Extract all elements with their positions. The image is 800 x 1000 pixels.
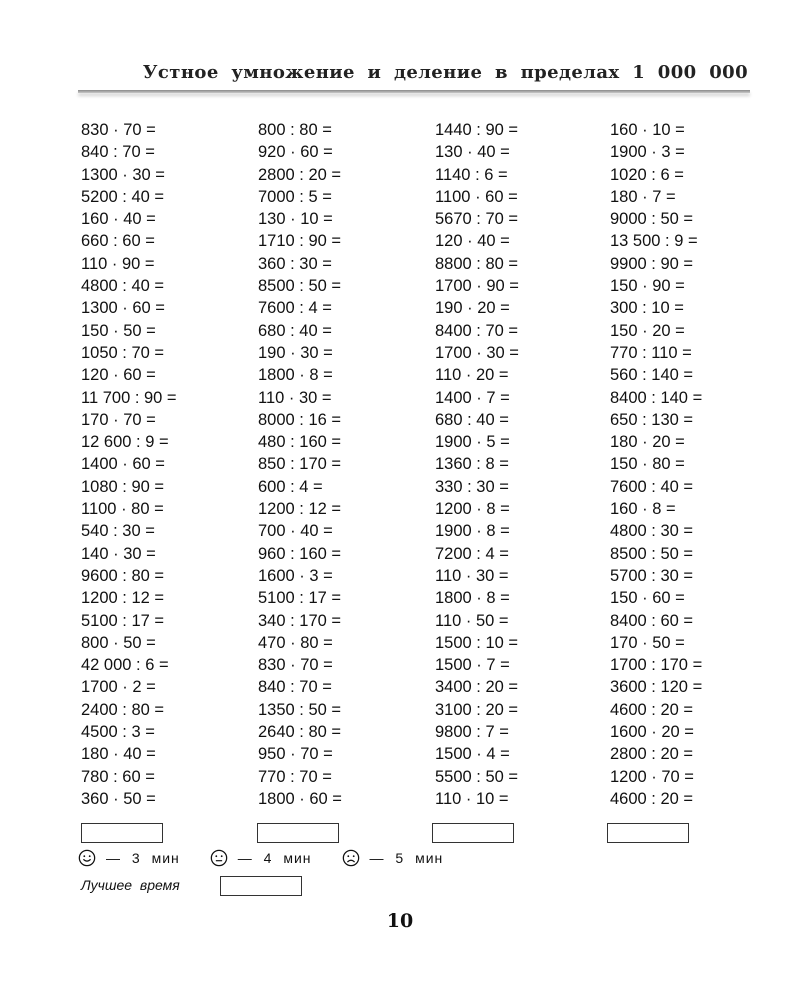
exercise-item: 13 500 : 9 =: [610, 232, 698, 251]
exercise-item: 1700 · 30 =: [435, 343, 519, 362]
exercise-item: 1140 : 6 =: [435, 165, 508, 184]
exercise-item: 1700 : 170 =: [610, 656, 703, 675]
exercise-item: 470 · 80 =: [258, 633, 333, 652]
exercise-item: 7600 : 4 =: [258, 299, 332, 318]
exercise-item: 180 · 7 =: [610, 187, 676, 206]
exercise-item: 300 : 10 =: [610, 299, 684, 318]
exercise-item: 7600 : 40 =: [610, 477, 694, 496]
exercise-item: 1200 : 12 =: [81, 589, 165, 608]
exercise-item: 840 : 70 =: [258, 678, 332, 697]
exercise-item: 850 : 170 =: [258, 455, 342, 474]
exercise-item: 360 · 50 =: [81, 789, 156, 808]
exercise-item: 650 : 130 =: [610, 410, 694, 429]
legend-text: — 4 мин: [237, 850, 312, 866]
exercise-item: 1500 · 4 =: [435, 745, 510, 764]
exercise-item: 1600 · 3 =: [258, 566, 333, 585]
exercise-item: 1700 · 90 =: [435, 277, 519, 296]
exercise-item: 4600 : 20 =: [610, 789, 694, 808]
exercise-item: 110 · 20 =: [435, 366, 509, 385]
exercise-columns: [0, 119, 800, 819]
exercise-item: 920 · 60 =: [258, 143, 333, 162]
exercise-item: 770 : 70 =: [258, 767, 332, 786]
header: [78, 62, 750, 83]
exercise-item: 1800 · 60 =: [258, 789, 342, 808]
exercise-item: 160 · 10 =: [610, 121, 685, 139]
exercise-item: 1300 · 60 =: [81, 299, 165, 318]
exercise-item: 680 : 40 =: [258, 321, 332, 340]
exercise-item: 130 · 10 =: [258, 210, 333, 229]
exercise-item: 190 · 30 =: [258, 343, 333, 362]
page-title: Устное умножение и деление в пределах 1 000 000: [142, 62, 748, 83]
legend-item-5-min: [342, 849, 444, 867]
exercise-item: 8000 : 16 =: [258, 410, 342, 429]
exercise-item: 110 · 50 =: [435, 611, 509, 630]
header-rule: [78, 90, 750, 93]
legend-text: — 3 мин: [106, 850, 180, 866]
exercise-item: 960 : 160 =: [258, 544, 342, 563]
exercise-item: 2800 : 20 =: [610, 745, 694, 764]
exercise-item: 1440 : 90 =: [435, 121, 519, 139]
exercise-column-3: [435, 119, 519, 810]
exercise-item: 150 · 60 =: [610, 589, 685, 608]
exercise-item: 1400 · 60 =: [81, 455, 165, 474]
exercise-column-1: [81, 119, 177, 810]
exercise-item: 7200 : 4 =: [435, 544, 509, 563]
exercise-item: 4500 : 3 =: [81, 723, 155, 742]
exercise-item: 180 · 20 =: [610, 433, 685, 452]
exercise-item: 1050 : 70 =: [81, 343, 165, 362]
exercise-item: 1300 · 30 =: [81, 165, 165, 184]
exercise-item: 11 700 : 90 =: [81, 388, 177, 407]
exercise-item: 5100 : 17 =: [81, 611, 165, 630]
exercise-item: 540 : 30 =: [81, 522, 155, 541]
exercise-column-4: [610, 119, 702, 810]
exercise-item: 130 · 40 =: [435, 143, 510, 162]
time-box-column-3[interactable]: [432, 823, 514, 843]
exercise-item: 680 : 40 =: [435, 410, 509, 429]
exercise-item: 3100 : 20 =: [435, 700, 519, 719]
exercise-item: 4800 : 30 =: [610, 522, 694, 541]
exercise-item: 1710 : 90 =: [258, 232, 342, 251]
exercise-item: 1900 · 3 =: [610, 143, 685, 162]
exercise-item: 8500 : 50 =: [258, 277, 342, 296]
exercise-item: 120 · 60 =: [81, 366, 156, 385]
exercise-item: 7000 : 5 =: [258, 187, 332, 206]
exercise-item: 9600 : 80 =: [81, 566, 165, 585]
exercise-item: 1900 · 8 =: [435, 522, 510, 541]
exercise-item: 110 · 10 =: [435, 789, 509, 808]
exercise-item: 120 · 40 =: [435, 232, 510, 251]
exercise-item: 1800 · 8 =: [435, 589, 510, 608]
exercise-item: 950 · 70 =: [258, 745, 333, 764]
legend-item-3-min: [78, 849, 180, 867]
exercise-item: 110 · 90 =: [81, 254, 155, 273]
exercise-item: 780 : 60 =: [81, 767, 155, 786]
exercise-item: 1020 : 6 =: [610, 165, 684, 184]
exercise-item: 360 : 30 =: [258, 254, 332, 273]
exercise-item: 840 : 70 =: [81, 143, 155, 162]
time-box-column-2[interactable]: [257, 823, 339, 843]
exercise-item: 9000 : 50 =: [610, 210, 694, 229]
time-legend: [78, 848, 473, 868]
exercise-item: 1100 · 80 =: [81, 500, 164, 519]
exercise-item: 830 · 70 =: [258, 656, 333, 675]
best-time-label: Лучшее время: [81, 877, 180, 893]
exercise-item: 1700 · 2 =: [81, 678, 156, 697]
exercise-item: 110 · 30 =: [258, 388, 332, 407]
exercise-item: 1500 : 10 =: [435, 633, 519, 652]
exercise-item: 9800 : 7 =: [435, 723, 509, 742]
exercise-item: 110 · 30 =: [435, 566, 509, 585]
exercise-item: 3400 : 20 =: [435, 678, 519, 697]
exercise-item: 1080 : 90 =: [81, 477, 165, 496]
exercise-item: 12 600 : 9 =: [81, 433, 169, 452]
exercise-item: 1360 : 8 =: [435, 455, 509, 474]
exercise-item: 150 · 50 =: [81, 321, 156, 340]
exercise-item: 1200 · 70 =: [610, 767, 694, 786]
exercise-item: 170 · 50 =: [610, 633, 685, 652]
exercise-item: 800 · 50 =: [81, 633, 156, 652]
exercise-item: 150 · 80 =: [610, 455, 685, 474]
exercise-item: 1200 · 8 =: [435, 500, 510, 519]
exercise-item: 140 · 30 =: [81, 544, 156, 563]
exercise-item: 1900 · 5 =: [435, 433, 510, 452]
exercise-item: 8500 : 50 =: [610, 544, 694, 563]
exercise-item: 150 · 20 =: [610, 321, 685, 340]
exercise-item: 1200 : 12 =: [258, 500, 342, 519]
smiling-face-icon: [78, 849, 96, 867]
exercise-item: 340 : 170 =: [258, 611, 342, 630]
exercise-item: 5500 : 50 =: [435, 767, 519, 786]
exercise-item: 330 : 30 =: [435, 477, 509, 496]
exercise-item: 700 · 40 =: [258, 522, 333, 541]
exercise-item: 660 : 60 =: [81, 232, 155, 251]
time-box-column-4[interactable]: [607, 823, 689, 843]
exercise-item: 1100 · 60 =: [435, 187, 518, 206]
exercise-item: 8400 : 60 =: [610, 611, 694, 630]
exercise-item: 170 · 70 =: [81, 410, 156, 429]
exercise-item: 1400 · 7 =: [435, 388, 510, 407]
exercise-item: 2800 : 20 =: [258, 165, 342, 184]
exercise-item: 1800 · 8 =: [258, 366, 333, 385]
exercise-item: 2640 : 80 =: [258, 723, 342, 742]
exercise-item: 8400 : 140 =: [610, 388, 703, 407]
exercise-item: 5100 : 17 =: [258, 589, 342, 608]
best-time-box[interactable]: [220, 876, 302, 896]
exercise-item: 8400 : 70 =: [435, 321, 519, 340]
exercise-item: 180 · 40 =: [81, 745, 156, 764]
exercise-column-2: [258, 119, 342, 810]
exercise-item: 560 : 140 =: [610, 366, 694, 385]
exercise-item: 4800 : 40 =: [81, 277, 165, 296]
exercise-item: 8800 : 80 =: [435, 254, 519, 273]
legend-item-4-min: [210, 849, 312, 867]
exercise-item: 770 : 110 =: [610, 343, 692, 362]
exercise-item: 4600 : 20 =: [610, 700, 694, 719]
exercise-item: 42 000 : 6 =: [81, 656, 169, 675]
exercise-item: 800 : 80 =: [258, 121, 332, 139]
exercise-item: 1350 : 50 =: [258, 700, 342, 719]
exercise-item: 5200 : 40 =: [81, 187, 165, 206]
time-box-column-1[interactable]: [81, 823, 163, 843]
exercise-item: 3600 : 120 =: [610, 678, 703, 697]
exercise-item: 190 · 20 =: [435, 299, 510, 318]
legend-text: — 5 мин: [369, 850, 444, 866]
exercise-item: 480 : 160 =: [258, 433, 342, 452]
exercise-item: 160 · 8 =: [610, 500, 676, 519]
neutral-face-icon: [210, 849, 228, 867]
exercise-item: 150 · 90 =: [610, 277, 685, 296]
exercise-item: 5700 : 30 =: [610, 566, 694, 585]
page-number: 10: [386, 910, 414, 932]
exercise-item: 9900 : 90 =: [610, 254, 694, 273]
sad-face-icon: [342, 849, 360, 867]
exercise-item: 1600 · 20 =: [610, 723, 694, 742]
exercise-item: 5670 : 70 =: [435, 210, 519, 229]
exercise-item: 600 : 4 =: [258, 477, 323, 496]
exercise-item: 160 · 40 =: [81, 210, 156, 229]
exercise-item: 2400 : 80 =: [81, 700, 165, 719]
exercise-item: 830 · 70 =: [81, 121, 156, 139]
exercise-item: 1500 · 7 =: [435, 656, 510, 675]
